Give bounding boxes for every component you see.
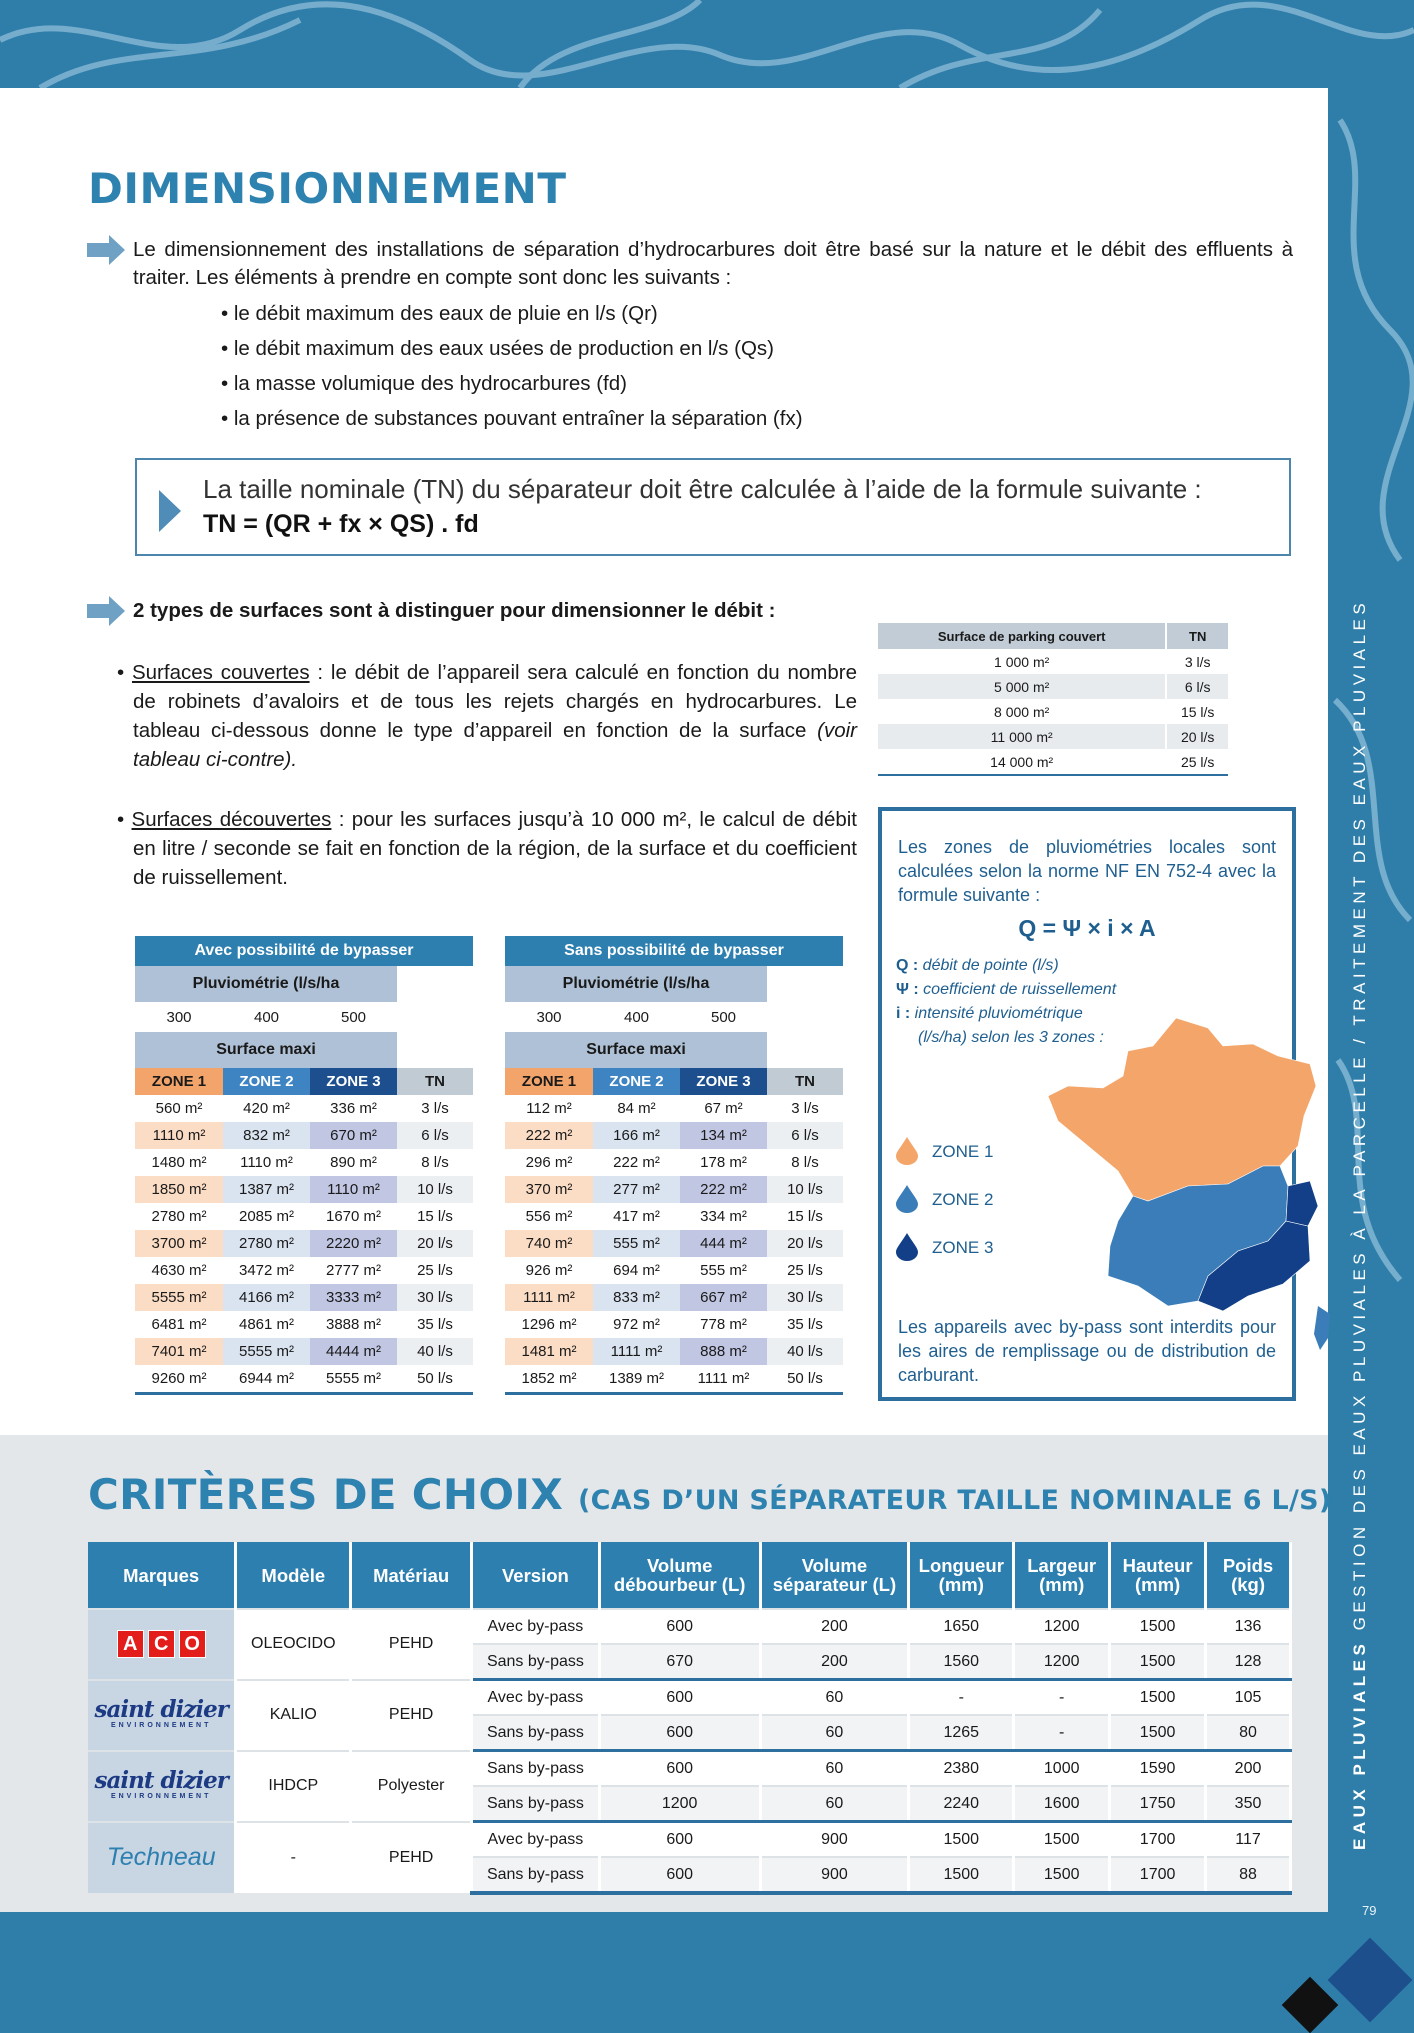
brand-logo [88, 1751, 236, 1822]
def-symbol: Ψ : [896, 981, 919, 998]
zone3-header: ZONE 3 [680, 1068, 767, 1095]
cell: 3 l/s [791, 1100, 819, 1117]
cell: 417 m² [613, 1208, 660, 1225]
cell: 1850 m² [135, 1176, 223, 1203]
cell: 1 000 m² [878, 649, 1166, 674]
surface-label: Surface maxi [135, 1032, 397, 1068]
bypass-rows [135, 1095, 473, 1394]
covered-label: Surfaces couvertes [131, 661, 310, 684]
table-row [135, 1203, 473, 1230]
pluvio-value: 500 [310, 1002, 397, 1032]
covered-italic: (voir tableau ci-contre). [133, 719, 857, 771]
criteria-title: CRITÈRES DE CHOIX [88, 1470, 563, 1519]
material-cell: Polyester [351, 1751, 472, 1822]
surfaces-heading: 2 types de surfaces sont à distinguer pour dimensionner le débit : [133, 599, 776, 622]
cell: 3700 m² [135, 1230, 223, 1257]
cell: 1000 [1014, 1751, 1110, 1787]
cell: 25 l/s [787, 1262, 823, 1279]
cell: 5555 m² [223, 1338, 310, 1365]
cell: 1111 m² [505, 1284, 593, 1311]
cell: - [909, 1680, 1014, 1716]
cell: 833 m² [593, 1284, 680, 1311]
cell: 35 l/s [417, 1316, 453, 1333]
cell: 555 m² [700, 1262, 747, 1279]
brand-logo [88, 1822, 236, 1894]
def-continued: (l/s/ha) selon les 3 zones : [918, 1029, 1104, 1046]
pluvio-value: 400 [593, 1002, 680, 1032]
cell: 888 m² [680, 1338, 767, 1365]
table-row [135, 1338, 473, 1365]
cell: 334 m² [700, 1208, 747, 1225]
table-row [505, 1284, 843, 1311]
cell: 200 [760, 1609, 909, 1644]
cell: 222 m² [505, 1122, 593, 1149]
material-cell: PEHD [351, 1609, 472, 1680]
cell: 9260 m² [135, 1365, 223, 1394]
cell: Sans by-pass [472, 1786, 600, 1822]
table-row [878, 649, 1228, 674]
cell: 1852 m² [505, 1365, 593, 1394]
cell: 444 m² [680, 1230, 767, 1257]
column-header: Volume débourbeur (L) [599, 1542, 760, 1609]
cell: Sans by-pass [472, 1857, 600, 1893]
cell: 30 l/s [397, 1284, 473, 1311]
surfaces-open: • Surfaces découvertes : pour les surfaces jusqu’à 10 000 m², le calcul de débit en litre / seconde se fait en fonction de la région, de la surface et du coefficient de ruissellement. [117, 808, 858, 889]
cell: 3333 m² [310, 1284, 397, 1311]
cell: 972 m² [613, 1316, 660, 1333]
sidebar-text: GESTION DES EAUX PLUVIALES À LA PARCELLE / TRAITEMENT DES EAUX PLUVIALES [1350, 598, 1369, 1631]
table-caption: Avec possibilité de bypasser [135, 936, 473, 966]
column-header: Longueur (mm) [909, 1542, 1014, 1609]
sidebar-label [1350, 550, 1370, 1850]
cell: 336 m² [330, 1100, 377, 1117]
cell: 5555 m² [310, 1365, 397, 1394]
covered-text: : le débit de l’appareil sera calculé en fonction du nombre de robinets d’avaloirs et de tous les rejets chargés en hydrocarbures. Le tableau ci-dessous donne le type d’appareil en fonction de la surface [133, 661, 857, 742]
column-header: Matériau [351, 1542, 472, 1609]
techneau-logo: Techneau [106, 1843, 216, 1872]
table-row [505, 1095, 843, 1122]
cell: 8 000 m² [878, 699, 1166, 724]
def-text: débit de pointe (l/s) [918, 957, 1059, 974]
def-text: intensité pluviométrique [910, 1005, 1083, 1022]
cell: 15 l/s [787, 1208, 823, 1225]
cell: 25 l/s [1166, 749, 1228, 775]
table-caption: Sans possibilité de bypasser [505, 936, 843, 966]
cell: 1600 [1014, 1786, 1110, 1822]
cell: 10 l/s [767, 1176, 843, 1203]
column-header: Volume séparateur (L) [760, 1542, 909, 1609]
cell: 2220 m² [310, 1230, 397, 1257]
zone3-label: ZONE 3 [932, 1238, 994, 1257]
intro-bullet-1: • le débit maximum des eaux de pluie en l/s (Qr) [221, 302, 658, 325]
cell: 112 m² [505, 1095, 593, 1122]
cell: 2780 m² [223, 1230, 310, 1257]
cell: 40 l/s [767, 1338, 843, 1365]
cell: 420 m² [243, 1100, 290, 1117]
cell: 1200 [1014, 1644, 1110, 1680]
cell: 1111 m² [593, 1338, 680, 1365]
def-q [896, 954, 1059, 978]
cell: 900 [760, 1857, 909, 1893]
cell: 35 l/s [787, 1316, 823, 1333]
section-title-criteres [88, 1470, 1332, 1519]
material-cell: PEHD [351, 1680, 472, 1751]
cell: 1110 m² [310, 1176, 397, 1203]
cell: 1110 m² [240, 1154, 293, 1171]
zones-formula: Q = Ψ × i × A [1018, 915, 1156, 941]
cell: 1500 [1110, 1609, 1206, 1644]
table-row [505, 1203, 843, 1230]
cell: 1500 [1110, 1680, 1206, 1716]
cell: Avec by-pass [472, 1680, 600, 1716]
table-row [88, 1751, 1291, 1787]
zones-intro: Les zones de pluviométries locales sont calculées selon la norme NF EN 752-4 avec la formule suivante : [898, 837, 1276, 905]
cell: 15 l/s [1180, 703, 1215, 720]
cell: 6481 m² [135, 1311, 223, 1338]
cell: 200 [760, 1644, 909, 1680]
cell: 166 m² [593, 1122, 680, 1149]
cell: 1500 [1014, 1857, 1110, 1893]
cell: 178 m² [700, 1154, 747, 1171]
zone2-drop-icon [896, 1185, 918, 1213]
cell: 60 [760, 1751, 909, 1787]
cell: 1500 [1110, 1715, 1206, 1751]
cell: 670 [599, 1644, 760, 1680]
cell: 370 m² [505, 1176, 593, 1203]
column-header: Marques [88, 1542, 236, 1609]
intro-bullet-2: • le débit maximum des eaux usées de production en l/s (Qs) [221, 337, 774, 360]
cell: Avec by-pass [472, 1609, 600, 1644]
cell: 1700 [1110, 1857, 1206, 1893]
cell: 7401 m² [135, 1338, 223, 1365]
cell: 6944 m² [223, 1365, 310, 1394]
surfaces-covered: • Surfaces couvertes : le débit de l’appareil sera calculé en fonction du nombre de robinets d’avaloirs et de tous les rejets chargés en hydrocarbures. Le tableau ci-dessous donne le type d’appareil en fonction de la surface (voir tableau ci-contre). [117, 661, 857, 771]
cell: 8 l/s [791, 1154, 819, 1171]
model-cell: - [236, 1822, 351, 1894]
material-cell: PEHD [351, 1822, 472, 1894]
cell: 1560 [909, 1644, 1014, 1680]
cell: 2777 m² [325, 1262, 382, 1279]
cell: 105 [1206, 1680, 1291, 1716]
cell: 134 m² [680, 1122, 767, 1149]
pluvio-value: 300 [505, 1002, 593, 1032]
cell: 296 m² [505, 1149, 593, 1176]
cell: 1480 m² [135, 1149, 223, 1176]
table-row [505, 1122, 843, 1149]
bypass-table-avec [135, 936, 473, 1395]
zone1-drop-icon [896, 1137, 918, 1165]
criteria-table [88, 1542, 1292, 1895]
pluvio-label: Pluviométrie (l/s/ha [505, 966, 767, 1002]
zone1-header: ZONE 1 [505, 1068, 593, 1095]
table-row [88, 1822, 1291, 1858]
formula-box [135, 458, 1291, 556]
triangle-icon [159, 490, 181, 532]
cell: 1200 [599, 1786, 760, 1822]
zone1-label: ZONE 1 [932, 1142, 994, 1161]
france-map [1048, 1016, 1338, 1352]
cell: 740 m² [505, 1230, 593, 1257]
logo-letter: C [148, 1630, 175, 1658]
table-row [135, 1176, 473, 1203]
cell: 600 [599, 1609, 760, 1644]
cell: 50 l/s [397, 1365, 473, 1394]
formula-intro: La taille nominale (TN) du séparateur doit être calculée à l’aide de la formule suivante : [203, 474, 1202, 504]
logo-subline: ENVIRONNEMENT [110, 1793, 212, 1800]
cell: 1700 [1110, 1822, 1206, 1858]
cell: Sans by-pass [472, 1715, 600, 1751]
logo-wordmark: saint dizier [94, 1696, 228, 1723]
table-row [878, 724, 1228, 749]
saint-dizier-logo [95, 1769, 228, 1800]
cell: 136 [1206, 1609, 1291, 1644]
brand-logo [88, 1680, 236, 1751]
open-label: Surfaces découvertes [131, 808, 332, 831]
cell: 30 l/s [767, 1284, 843, 1311]
cell: 1265 [909, 1715, 1014, 1751]
cell: 667 m² [680, 1284, 767, 1311]
logo-letter: O [179, 1630, 206, 1658]
zone3-drop-icon [896, 1233, 918, 1261]
table-row [135, 1311, 473, 1338]
cell: 1500 [909, 1822, 1014, 1858]
saint-dizier-logo [95, 1698, 228, 1729]
table-row [135, 1095, 473, 1122]
table-row [505, 1311, 843, 1338]
table-row [135, 1149, 473, 1176]
zone1-header: ZONE 1 [135, 1068, 223, 1095]
cell: 20 l/s [767, 1230, 843, 1257]
cell: 2240 [909, 1786, 1014, 1822]
bypass-table-sans [505, 936, 843, 1395]
def-text: coefficient de ruissellement [918, 981, 1117, 998]
model-cell: KALIO [236, 1680, 351, 1751]
table-row [135, 1365, 473, 1394]
cell: 1500 [1110, 1644, 1206, 1680]
zone2-label: ZONE 2 [932, 1190, 994, 1209]
table-row [88, 1680, 1291, 1716]
def-symbol: Q : [896, 957, 919, 974]
column-header: Poids (kg) [1206, 1542, 1291, 1609]
cell: 6 l/s [397, 1122, 473, 1149]
cell: 4630 m² [135, 1257, 223, 1284]
cell: 20 l/s [397, 1230, 473, 1257]
cell: 277 m² [593, 1176, 680, 1203]
cell: 67 m² [704, 1100, 743, 1117]
cell: 200 [1206, 1751, 1291, 1787]
pluvio-label: Pluviométrie (l/s/ha [135, 966, 397, 1002]
cell: 890 m² [330, 1154, 377, 1171]
cell: 1110 m² [135, 1122, 223, 1149]
cell: 350 [1206, 1786, 1291, 1822]
parking-header-tn: TN [1166, 623, 1228, 649]
cell: 11 000 m² [878, 724, 1166, 749]
cell: 84 m² [617, 1100, 656, 1117]
pluvio-value: 300 [135, 1002, 223, 1032]
cell: 1500 [909, 1857, 1014, 1893]
column-header: Version [472, 1542, 600, 1609]
cell: 10 l/s [397, 1176, 473, 1203]
cell: 1500 [1014, 1822, 1110, 1858]
sidebar-bold: EAUX PLUVIALES [1350, 1639, 1369, 1850]
model-cell: OLEOCIDO [236, 1609, 351, 1680]
logo-letter: A [117, 1630, 144, 1658]
def-psi [896, 978, 1116, 1002]
intro-bullet-4: • la présence de substances pouvant entraîner la séparation (fx) [221, 407, 803, 430]
tn-header: TN [767, 1068, 843, 1095]
cell: 3 l/s [421, 1100, 449, 1117]
formula-expression: TN = (QR + fx × QS) . fd [203, 510, 479, 538]
column-header: Hauteur (mm) [1110, 1542, 1206, 1609]
surface-label: Surface maxi [505, 1032, 767, 1068]
cell: 60 [760, 1786, 909, 1822]
criteria-body [88, 1609, 1291, 1893]
bypass-rows [505, 1095, 843, 1394]
cell: 128 [1206, 1644, 1291, 1680]
cell: 6 l/s [767, 1122, 843, 1149]
cell: 3888 m² [325, 1316, 382, 1333]
table-row [878, 749, 1228, 775]
table-row [88, 1609, 1291, 1644]
brand-logo [88, 1609, 236, 1680]
table-row [135, 1122, 473, 1149]
table-row [878, 699, 1228, 724]
cell: - [1014, 1680, 1110, 1716]
cell: 600 [599, 1751, 760, 1787]
cell: 600 [599, 1715, 760, 1751]
cell: 600 [599, 1822, 760, 1858]
zones-note: Les appareils avec by-pass sont interdits pour les aires de remplissage ou de distribution de carburant. [898, 1317, 1276, 1385]
cell: 4861 m² [238, 1316, 295, 1333]
cell: 1650 [909, 1609, 1014, 1644]
intro-bullet-3: • la masse volumique des hydrocarbures (fd) [221, 372, 627, 395]
table-row [505, 1257, 843, 1284]
cell: 2380 [909, 1751, 1014, 1787]
cell: 4444 m² [310, 1338, 397, 1365]
cell: 80 [1206, 1715, 1291, 1751]
page-number: 79 [1362, 1903, 1377, 1918]
cell: 1590 [1110, 1751, 1206, 1787]
cell: 25 l/s [417, 1262, 453, 1279]
open-text: : pour les surfaces jusqu’à 10 000 m², le calcul de débit en litre / seconde se fait en fonction de la région, de la surface et du coefficient de ruissellement. [133, 808, 858, 889]
cell: 60 [760, 1715, 909, 1751]
cell: 5555 m² [135, 1284, 223, 1311]
parking-header-surface: Surface de parking couvert [878, 623, 1166, 649]
pluvio-value: 500 [680, 1002, 767, 1032]
logo-wordmark: saint dizier [94, 1767, 228, 1794]
cell: 3 l/s [1184, 653, 1211, 670]
cell: 670 m² [310, 1122, 397, 1149]
table-row [505, 1176, 843, 1203]
table-row [505, 1149, 843, 1176]
model-cell: IHDCP [236, 1751, 351, 1822]
cell: 560 m² [135, 1095, 223, 1122]
zone2-header: ZONE 2 [593, 1068, 680, 1095]
cell: 1750 [1110, 1786, 1206, 1822]
cell: 8 l/s [421, 1154, 449, 1171]
cell: 1296 m² [505, 1311, 593, 1338]
cell: 50 l/s [767, 1365, 843, 1394]
cell: 88 [1206, 1857, 1291, 1893]
cell: 900 [760, 1822, 909, 1858]
cell: 778 m² [700, 1316, 747, 1333]
cell: 5 000 m² [878, 674, 1166, 699]
def-symbol: i : [896, 1005, 911, 1022]
cell: 694 m² [613, 1262, 660, 1279]
cell: 15 l/s [417, 1208, 453, 1225]
table-row [505, 1230, 843, 1257]
cell: 14 000 m² [878, 749, 1166, 775]
cell: Avec by-pass [472, 1822, 600, 1858]
table-row [505, 1365, 843, 1394]
section-title-dimensionnement: DIMENSIONNEMENT [88, 164, 567, 213]
cell: 222 m² [613, 1154, 660, 1171]
parking-table [878, 623, 1228, 776]
logo-subline: ENVIRONNEMENT [110, 1722, 212, 1729]
cell: - [1014, 1715, 1110, 1751]
table-row [135, 1257, 473, 1284]
criteria-header-row [88, 1542, 1291, 1609]
arrow-icon [87, 235, 125, 265]
cell: 555 m² [593, 1230, 680, 1257]
cell: 1387 m² [223, 1176, 310, 1203]
tn-header: TN [397, 1068, 473, 1095]
arrow-icon [87, 596, 125, 626]
zone2-header: ZONE 2 [223, 1068, 310, 1095]
table-row [135, 1284, 473, 1311]
cell: 600 [599, 1680, 760, 1716]
cell: 60 [760, 1680, 909, 1716]
table-row [878, 674, 1228, 699]
intro-paragraph: Le dimensionnement des installations de séparation d’hydrocarbures doit être basé sur la nature et le débit des effluents à traiter. Les éléments à prendre en compte sont donc les suivants : [133, 238, 1293, 289]
cell: 3472 m² [238, 1262, 295, 1279]
cell: 1670 m² [325, 1208, 382, 1225]
cell: 556 m² [505, 1203, 593, 1230]
pluvio-value: 400 [223, 1002, 310, 1032]
column-header: Largeur (mm) [1014, 1542, 1110, 1609]
table-row [505, 1338, 843, 1365]
cell: 1481 m² [505, 1338, 593, 1365]
table-row [135, 1230, 473, 1257]
cell: 1389 m² [593, 1365, 680, 1394]
cell: 1200 [1014, 1609, 1110, 1644]
cell: 40 l/s [397, 1338, 473, 1365]
cell: 832 m² [223, 1122, 310, 1149]
zones-box [878, 807, 1296, 1401]
cell: 4166 m² [223, 1284, 310, 1311]
cell: 2780 m² [135, 1203, 223, 1230]
cell: 926 m² [505, 1257, 593, 1284]
cell: 222 m² [680, 1176, 767, 1203]
cell: Sans by-pass [472, 1751, 600, 1787]
cell: 117 [1206, 1822, 1291, 1858]
cell: 2085 m² [238, 1208, 295, 1225]
cell: Sans by-pass [472, 1644, 600, 1680]
criteria-subtitle: (CAS D’UN SÉPARATEUR TAILLE NOMINALE 6 L/S) [577, 1485, 1332, 1516]
cell: 6 l/s [1166, 674, 1228, 699]
cell: 20 l/s [1166, 724, 1228, 749]
column-header: Modèle [236, 1542, 351, 1609]
aco-logo [115, 1630, 208, 1658]
cell: 1111 m² [680, 1365, 767, 1394]
zone3-header: ZONE 3 [310, 1068, 397, 1095]
cell: 600 [599, 1857, 760, 1893]
